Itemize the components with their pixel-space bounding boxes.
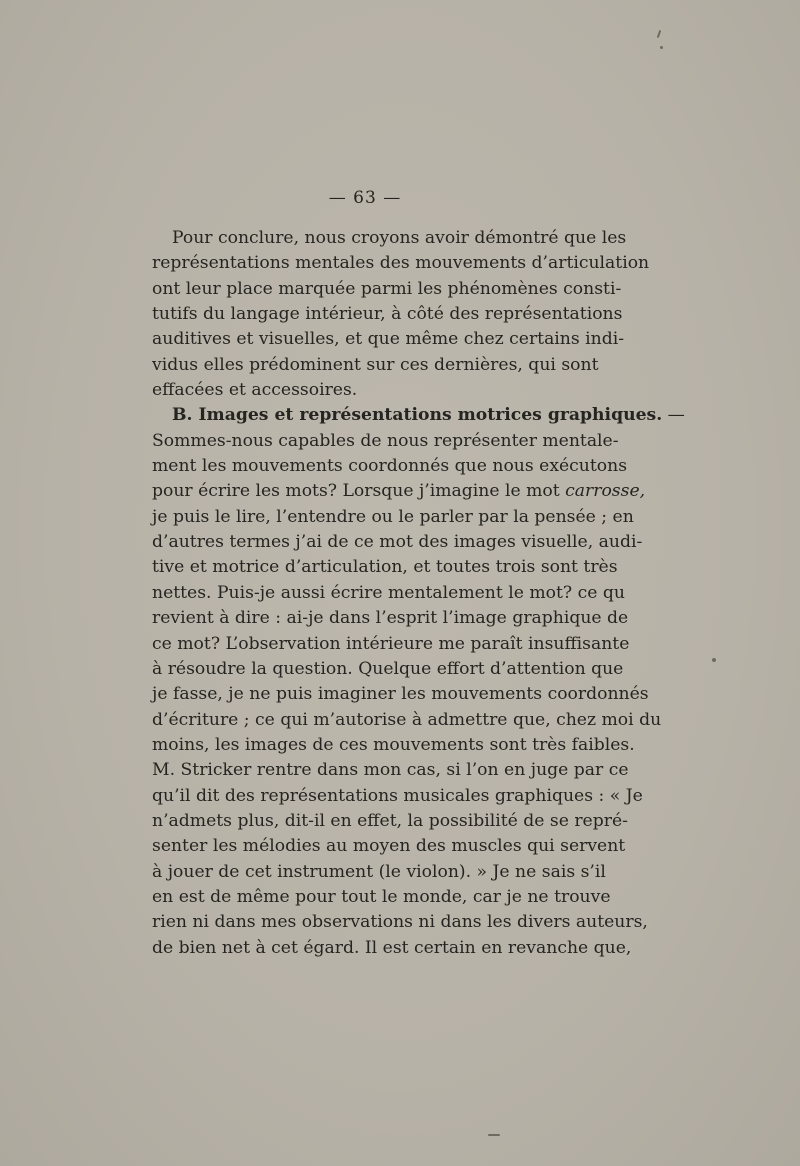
text-line: M. Stricker rentre dans mon cas, si l’on en juge par ce	[152, 760, 629, 781]
text-line: en est de même pour tout le monde, car je ne trouve	[152, 886, 611, 907]
paper-speck	[657, 30, 662, 38]
text-line: n’admets plus, dit-il en effet, la possibilité de se repré-	[152, 810, 628, 831]
text-line: d’écriture ; ce qui m’autorise à admettre que, chez moi du	[152, 709, 662, 730]
text-line: vidus elles prédominent sur ces dernières, qui sont	[152, 354, 599, 375]
text-fragment: pour écrire les mots? Lorsque j’imagine le mot	[152, 481, 566, 502]
text-line: je fasse, je ne puis imaginer les mouvements coordonnés	[152, 684, 649, 705]
text-line: senter les mélodies au moyen des muscles qui servent	[152, 836, 626, 857]
text-line: nettes. Puis-je aussi écrire mentalement le mot? ce qu	[152, 582, 625, 603]
text-line: ce mot? L’observation intérieure me paraît insuffisante	[152, 633, 630, 654]
text-line: de bien net à cet égard. Il est certain en revanche que,	[152, 937, 632, 958]
text-line: tutifs du langage intérieur, à côté des représentations	[152, 304, 623, 325]
text-line: à jouer de cet instrument (le violon). » Je ne sais s’il	[152, 861, 606, 882]
section-heading: B. Images et représentations motrices graphiques.	[172, 405, 663, 426]
page-number: — 63 —	[328, 188, 402, 208]
text-line: représentations mentales des mouvements d’articulation	[152, 253, 650, 274]
text-line: ment les mouvements coordonnés que nous exécutons	[152, 456, 628, 477]
text-line: tive et motrice d’articulation, et toutes trois sont très	[152, 557, 618, 578]
heading-dash: —	[662, 405, 685, 426]
section-heading-line	[152, 403, 685, 428]
text-line	[152, 479, 646, 504]
body-text	[152, 226, 685, 961]
text-line: rien ni dans mes observations ni dans les divers auteurs,	[152, 912, 648, 933]
text-line: auditives et visuelles, et que même chez certains indi-	[152, 329, 625, 350]
text-line: ont leur place marquée parmi les phénomènes consti-	[152, 278, 622, 299]
paper-speck	[712, 658, 716, 662]
text-line: à résoudre la question. Quelque effort d’attention que	[152, 658, 624, 679]
text-line: Sommes-nous capables de nous représenter mentale-	[152, 430, 619, 451]
text-line: moins, les images de ces mouvements sont très faibles.	[152, 734, 635, 755]
paper-speck	[488, 1134, 500, 1136]
text-line: revient à dire : ai-je dans l’esprit l’image graphique de	[152, 608, 629, 629]
text-line: je puis le lire, l’entendre ou le parler par la pensée ; en	[152, 506, 634, 527]
paper-speck	[660, 46, 663, 49]
text-line: effacées et accessoires.	[152, 380, 358, 401]
text-line: qu’il dit des représentations musicales graphiques : « Je	[152, 785, 643, 806]
text-line: d’autres termes j’ai de ce mot des images visuelle, audi-	[152, 532, 643, 553]
text-line: Pour conclure, nous croyons avoir démontré que les	[172, 228, 627, 248]
italic-word: carrosse,	[565, 481, 646, 502]
